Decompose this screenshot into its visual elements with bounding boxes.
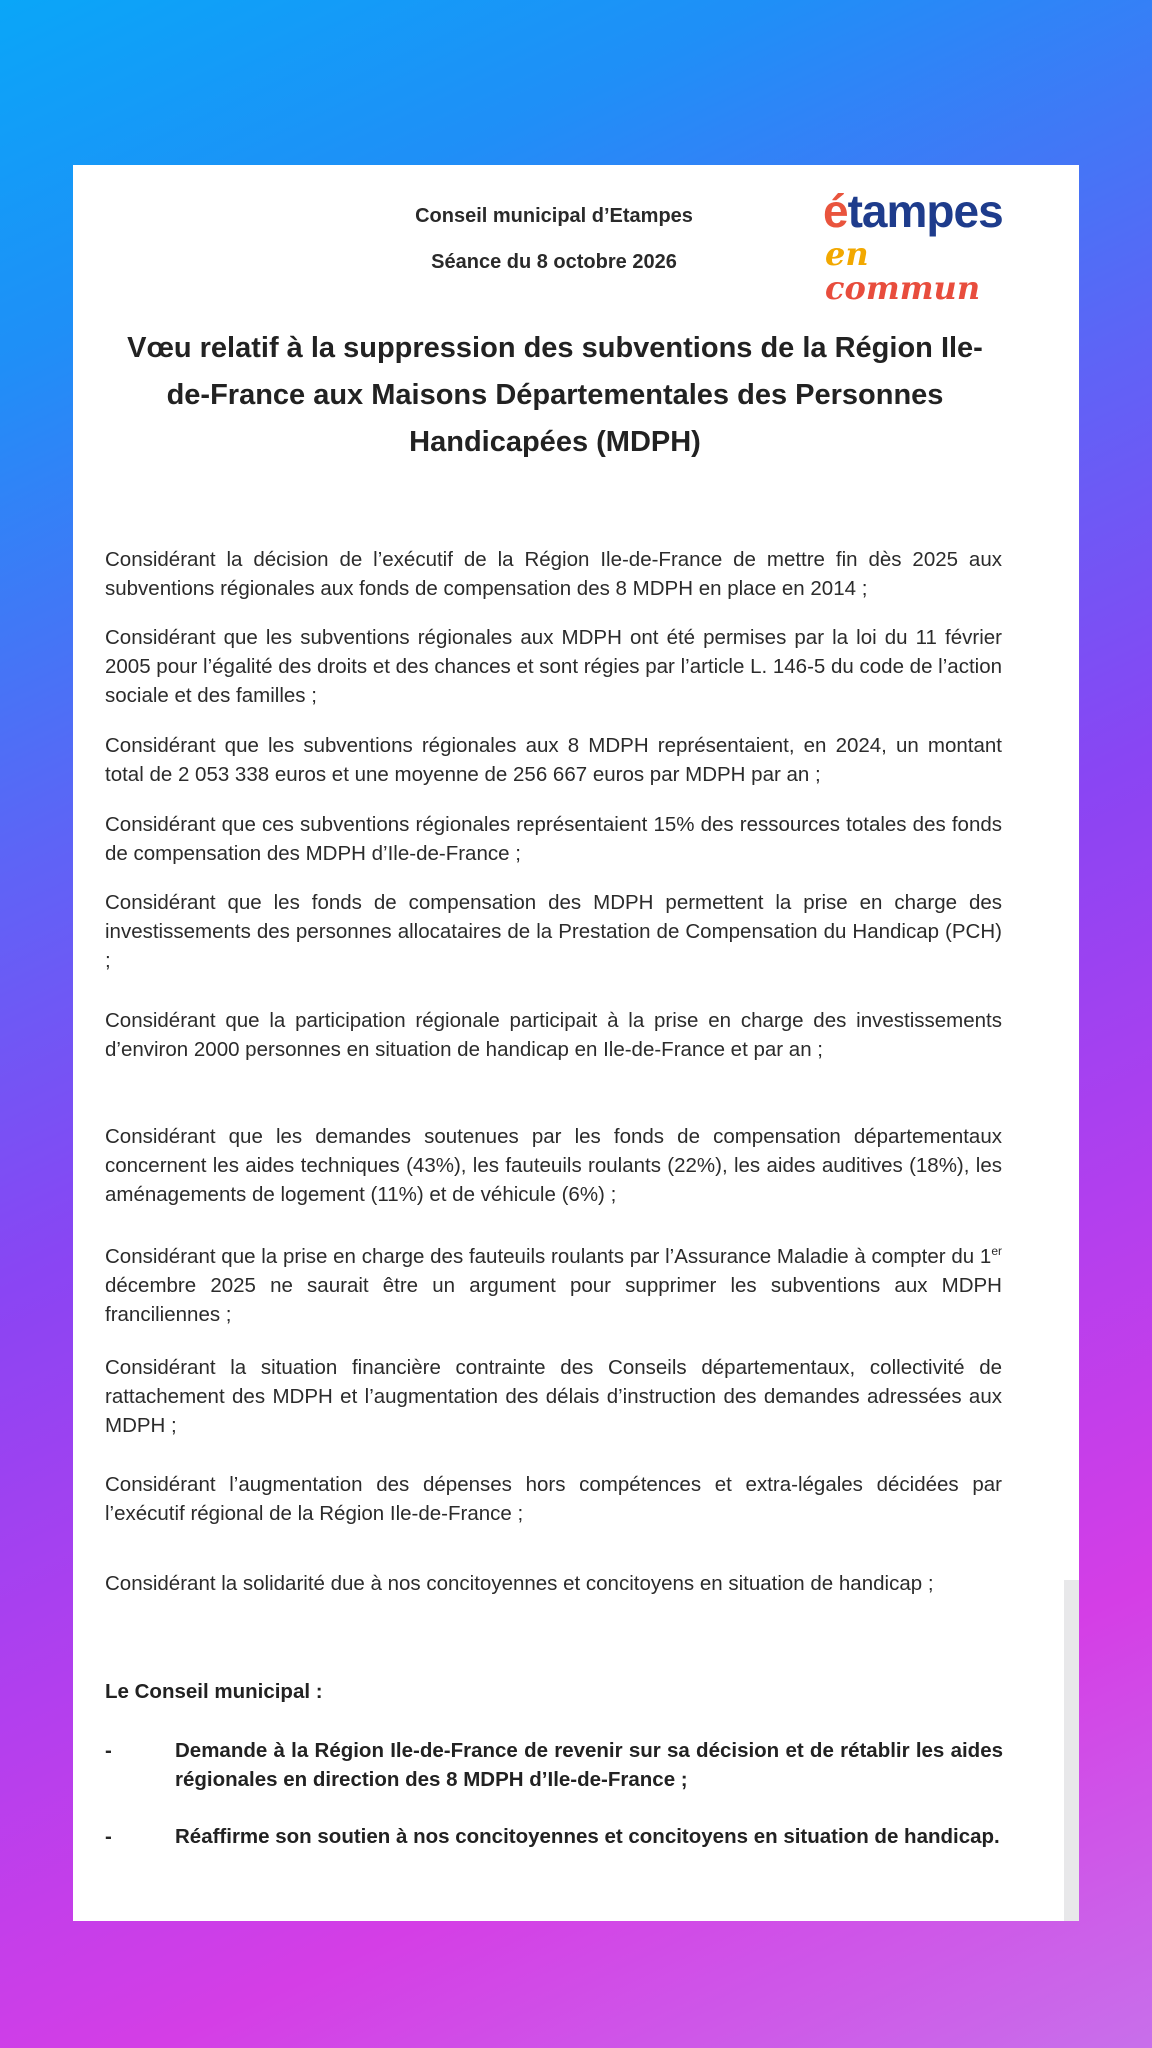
document-page bbox=[73, 165, 1079, 1921]
logo-word: tampes bbox=[847, 185, 1003, 237]
considerant-7: Considérant que les demandes soutenues par les fonds de compensation départementaux concernent les aides techniques (43%), les fauteuils roulants (22%), les aides auditives (18%), les aménagements de logement (11%) et de véhicule (6%) ; bbox=[105, 1125, 1002, 1206]
decision-text: Demande à la Région Ile-de-France de revenir sur sa décision et de rétablir les aides régionales en direction des 8 MDPH d’Ile-de-France ; bbox=[175, 1739, 1003, 1791]
logo-subline-1: en bbox=[825, 235, 869, 273]
considerant-2: Considérant que les subventions régionales aux MDPH ont été permises par la loi du 11 février 2005 pour l’égalité des droits et des chances et sont régies par l’article L. 146-5 du code de l’action sociale et des familles ; bbox=[105, 626, 1002, 707]
considerant-1: Considérant la décision de l’exécutif de la Région Ile-de-France de mettre fin dès 2025 aux subventions régionales aux fonds de compensation des 8 MDPH en place en 2014 ; bbox=[105, 548, 1002, 600]
considerant-11: Considérant la solidarité due à nos concitoyennes et concitoyens en situation de handicap ; bbox=[105, 1572, 934, 1595]
list-dash: - bbox=[105, 1825, 112, 1848]
considerant-9: Considérant la situation financière contrainte des Conseils départementaux, collectivité de rattachement des MDPH et l’augmentation des délais d’instruction des demandes adressées aux MDPH ; bbox=[105, 1356, 1002, 1437]
page-edge-shadow bbox=[1064, 1580, 1079, 1921]
considerant-5: Considérant que les fonds de compensation des MDPH permettent la prise en charge des investissements des personnes allocataires de la Prestation de Compensation du Handicap (PCH) ; bbox=[105, 891, 1002, 972]
document-title: Vœu relatif à la suppression des subventions de la Région Ile-de-France aux Maisons Départementales des Personnes Handicapées (MDPH) bbox=[127, 332, 983, 458]
ordinal-superscript: er bbox=[991, 1244, 1002, 1258]
considerant-4: Considérant que ces subventions régionales représentaient 15% des ressources totales des fonds de compensation des MDPH d’Ile-de-France ; bbox=[105, 813, 1002, 865]
considerant-3: Considérant que les subventions régionales aux 8 MDPH représentaient, en 2024, un montant total de 2 053 338 euros et une moyenne de 256 667 euros par MDPH par an ; bbox=[105, 734, 1002, 786]
considerant-10: Considérant l’augmentation des dépenses hors compétences et extra-légales décidées par l’exécutif régional de la Région Ile-de-France ; bbox=[105, 1473, 1002, 1525]
wheelchair-text-start: Considérant que la prise en charge des fauteuils roulants par l’Assurance Maladie à compter du 1 bbox=[105, 1244, 992, 1268]
council-name: Conseil municipal d’Etampes bbox=[415, 205, 693, 227]
council-label: Le Conseil municipal : bbox=[105, 1680, 323, 1703]
wheelchair-text-end: décembre 2025 ne saurait être un argument pour supprimer les subventions aux MDPH franciliennes ; bbox=[105, 1273, 1002, 1326]
logo-first-letter: é bbox=[823, 185, 848, 237]
session-date: Séance du 8 octobre 2026 bbox=[431, 251, 677, 273]
decision-text: Réaffirme son soutien à nos concitoyennes et concitoyens en situation de handicap. bbox=[175, 1825, 1000, 1848]
considerant-wheelchair bbox=[105, 1237, 1002, 1329]
considerant-6: Considérant que la participation régionale participait à la prise en charge des investissements d’environ 2000 personnes en situation de handicap en Ile-de-France et par an ; bbox=[105, 1009, 1002, 1061]
list-dash: - bbox=[105, 1739, 112, 1762]
etampes-en-commun-logo bbox=[823, 185, 1013, 307]
logo-subline-2: commun bbox=[825, 269, 981, 307]
